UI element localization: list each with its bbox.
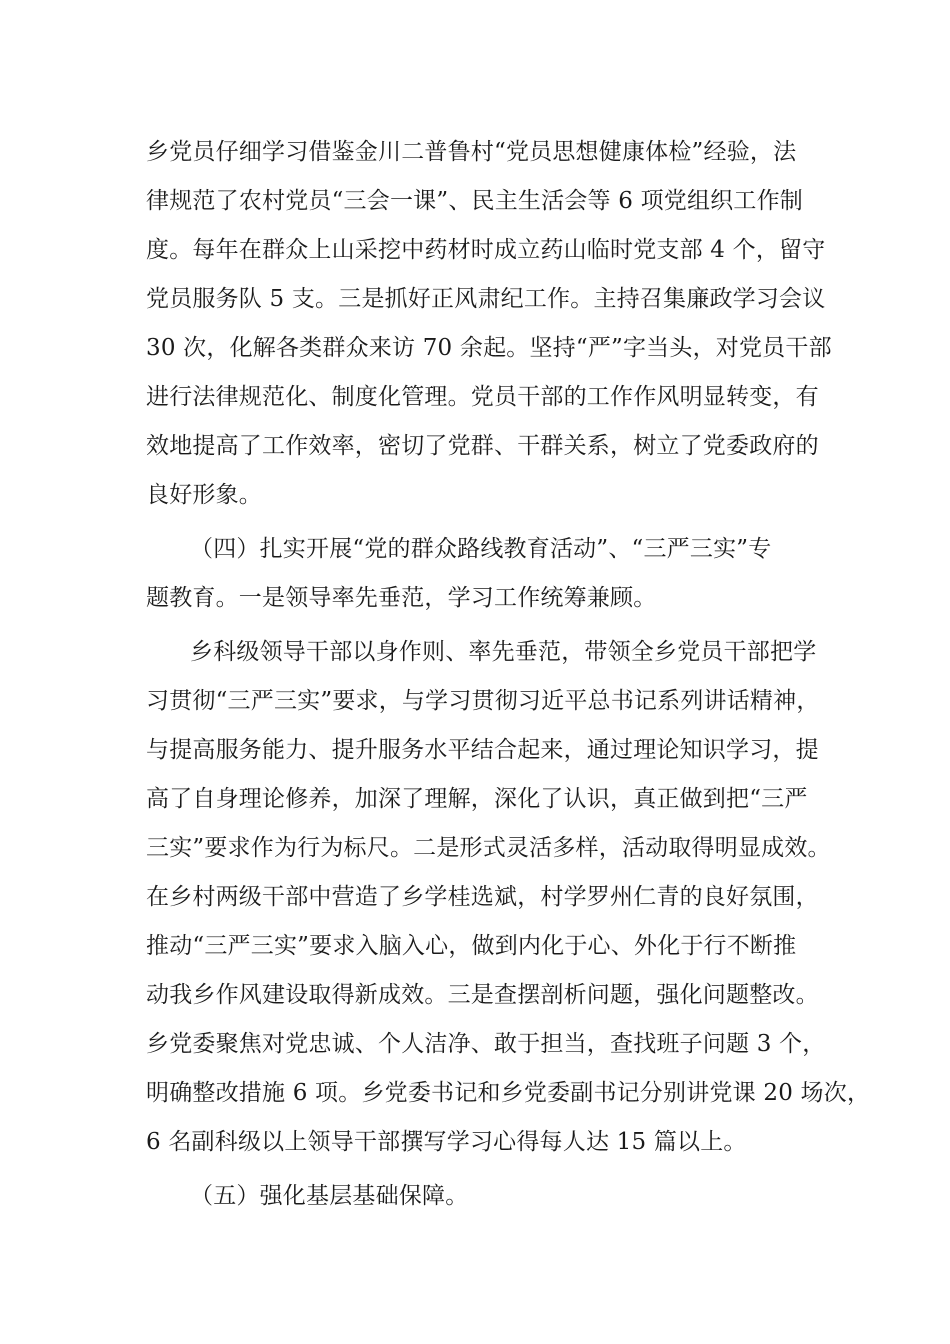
text-line: 推动“三严三实”要求入脑入心，做到内化于心、外化于行不断推 xyxy=(146,933,797,959)
text-line: 与提高服务能力、提升服务水平结合起来，通过理论知识学习，提 xyxy=(146,737,819,763)
section-heading-four: （四）扎实开展“党的群众路线教育活动”、“三严三实”专 xyxy=(190,536,772,562)
text-line: 习贯彻“三严三实”要求，与学习贯彻习近平总书记系列讲话精神， xyxy=(146,688,820,714)
paragraph-start: 乡科级领导干部以身作则、率先垂范，带领全乡党员干部把学 xyxy=(190,639,817,665)
text-line: 良好形象。 xyxy=(146,482,262,508)
text-line: 题教育。一是领导率先垂范，学习工作统筹兼顾。 xyxy=(146,585,657,611)
text-line: 党员服务队 5 支。三是抓好正风肃纪工作。主持召集廉政学习会议 xyxy=(146,286,826,312)
text-line: 6 名副科级以上领导干部撰写学习心得每人达 15 篇以上。 xyxy=(146,1129,747,1155)
text-line: 律规范了农村党员“三会一课”、民主生活会等 6 项党组织工作制 xyxy=(146,188,803,214)
text-line: 效地提高了工作效率，密切了党群、干群关系，树立了党委政府的 xyxy=(146,433,819,459)
text-line: 三实”要求作为行为标尺。二是形式灵活多样，活动取得明显成效。 xyxy=(146,835,831,861)
text-line: 30 次，化解各类群众来访 70 余起。坚持“严”字当头，对党员干部 xyxy=(146,335,832,361)
text-line: 动我乡作风建设取得新成效。三是查摆剖析问题，强化问题整改。 xyxy=(146,982,819,1008)
text-line: 乡党员仔细学习借鉴金川二普鲁村“党员思想健康体检”经验，法 xyxy=(146,139,797,165)
section-heading-five: （五）强化基层基础保障。 xyxy=(190,1183,469,1209)
text-line: 乡党委聚焦对党忠诚、个人洁净、敢于担当，查找班子问题 3 个， xyxy=(146,1031,826,1057)
text-line: 度。每年在群众上山采挖中药材时成立药山临时党支部 4 个，留守 xyxy=(146,237,826,263)
text-line: 高了自身理论修养，加深了理解，深化了认识，真正做到把“三严 xyxy=(146,786,808,812)
text-line: 进行法律规范化、制度化管理。党员干部的工作作风明显转变，有 xyxy=(146,384,819,410)
text-line: 在乡村两级干部中营造了乡学桂选斌，村学罗州仁青的良好氛围， xyxy=(146,884,819,910)
text-line: 明确整改措施 6 项。乡党委书记和乡党委副书记分别讲党课 20 场次， xyxy=(146,1080,871,1106)
